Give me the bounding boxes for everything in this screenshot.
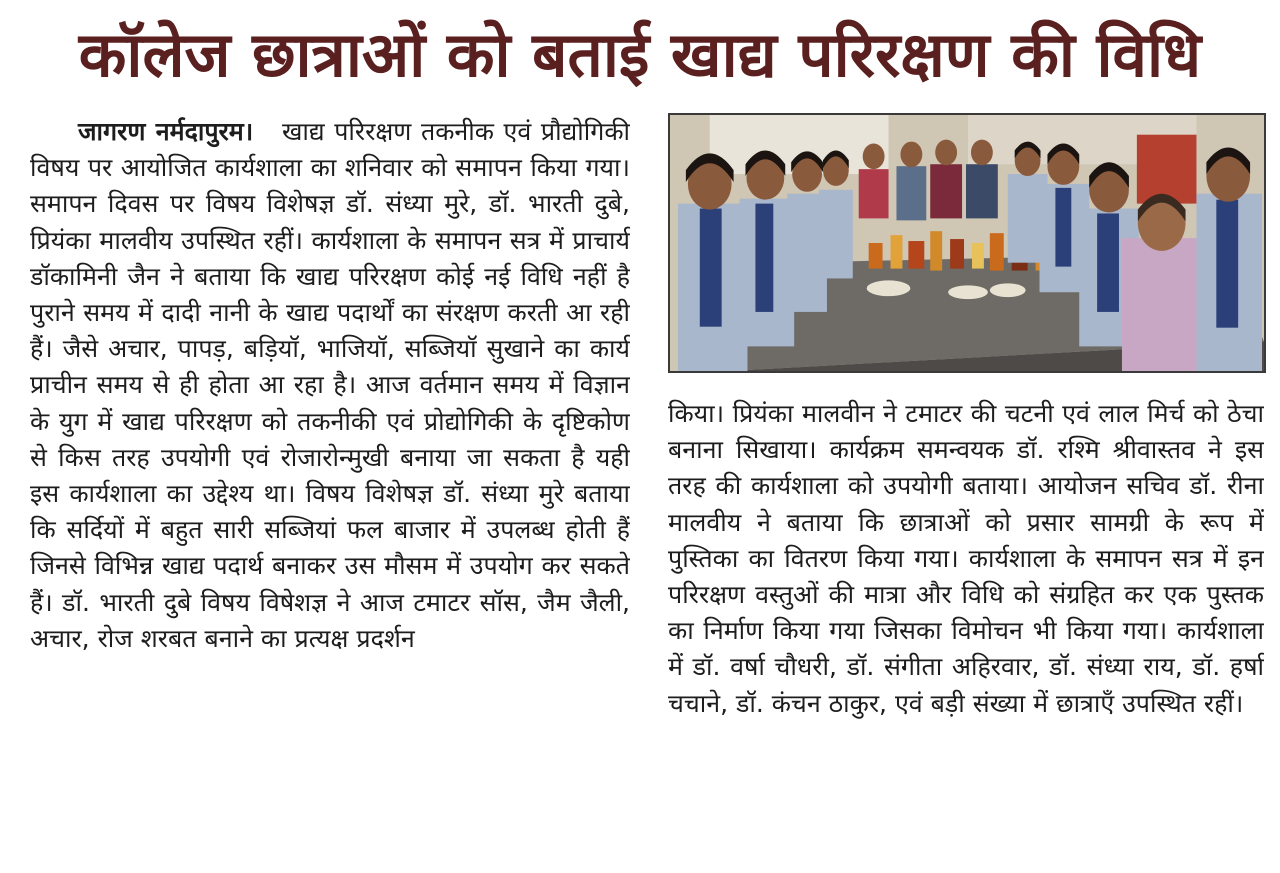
photo-red-cabinet [1137, 135, 1197, 204]
article-body-right: किया। प्रियंका मालवीन ने टमाटर की चटनी एवं लाल मिर्च को ठेचा बनाना सिखाया। कार्यक्रम समन्वयक डॉ. रश्मि श्रीवास्तव ने इस तरह की कार्यशाला को उपयोगी बताया। आयोजन सचिव डॉ. रीना मालवीय ने बताया कि छात्राओं को प्रसार सामग्री के रूप में पुस्तिका का वितरण किया गया। कार्यशाला के समापन सत्र में इन परिरक्षण वस्तुओं की मात्रा और विधि को संग्रहित कर एक पुस्तक का निर्माण किया गया जिसका विमोचन भी किया गया। कार्यशाला में डॉ. वर्षा चौधरी, डॉ. संगीता अहिरवार, डॉ. संध्या राय, डॉ. हर्षा चचाने, डॉ. कंचन ठाकुर, एवं बड़ी संख्या में छात्राएँ उपस्थित रहीं। [668, 399, 1264, 718]
workshop-photo-illustration [670, 115, 1264, 371]
article-body-left: खाद्य परिरक्षण तकनीक एवं प्रौद्योगिकी विषय पर आयोजित कार्यशाला का शनिवार को समापन किया गया। समापन दिवस पर विषय विशेषज्ञ डॉ. संध्या मुरे, डॉ. भारती दुबे, प्रियंका मालवीय उपस्थित रहीं। कार्यशाला के समापन सत्र में प्राचार्य डॉकामिनी जैन ने बताया कि खाद्य परिरक्षण कोई नई विधि नहीं है पुराने समय में दादी नानी के खाद्य पदार्थों का संरक्षण करती आ रही हैं। जैसे अचार, पापड़, बड़ियॉ, भाजियॉ, सब्जियॉ सुखाने का कार्य प्राचीन समय से ही होता आ रहा है। आज वर्तमान समय में विज्ञान के युग में खाद्य परिरक्षण को तकनीकी एवं प्रोद्योगिकी के दृष्टिकोण से किस तरह उपयोगी एवं रोजारोन्मुखी बनाया जा सकता है यही इस कार्यशाला का उद्देश्य था। विषय विशेषज्ञ डॉ. संध्या मुरे बताया कि सर्दियों में बहुत सारी सब्जियां फल बाजार में उपलब्ध होती हैं जिनसे विभिन्न खाद्य पदार्थ बनाकर उस मौसम में उपयोग कर सकते हैं। डॉ. भारती दुबे विषय विषेशज्ञ ने आज टमाटर सॉस, जैम जैली, अचार, रोज शरबत बनाने का प्रत्यक्ष प्रदर्शन [30, 117, 630, 653]
article-photo [668, 113, 1266, 373]
article-paragraph-left [30, 114, 630, 657]
article-right-column [668, 396, 1264, 846]
article-left-column [30, 114, 630, 844]
dateline: जागरण नर्मदापुरम। [78, 117, 254, 146]
headline: कॉलेज छात्राओं को बताई खाद्य परिरक्षण की विधि [78, 18, 1202, 91]
